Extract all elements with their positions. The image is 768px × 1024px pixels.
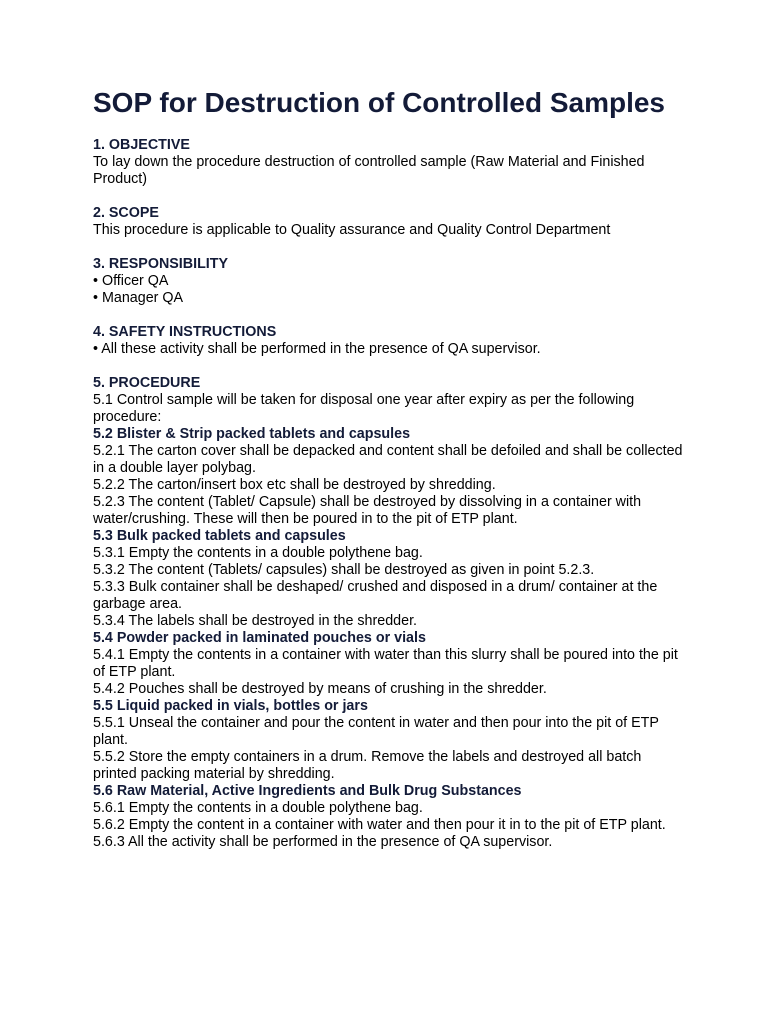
document-title: SOP for Destruction of Controlled Samples [93,87,666,118]
procedure-step: 5.3.3 Bulk container shall be deshaped/ crushed and disposed in a drum/ container at the garbage area. [93,579,658,612]
section-procedure [93,375,688,851]
sub-heading: 5.4 Powder packed in laminated pouches or vials [93,630,426,646]
section-text: To lay down the procedure destruction of controlled sample (Raw Material and Finished Product) [93,154,645,187]
procedure-step: 5.6.1 Empty the contents in a double polythene bag. [93,800,423,816]
section-heading: 2. SCOPE [93,205,159,221]
procedure-step: 5.6.3 All the activity shall be performed in the presence of QA supervisor. [93,834,553,850]
section-scope [93,205,688,239]
procedure-step: 5.5.2 Store the empty containers in a drum. Remove the labels and destroyed all batch printed packing material by shredding. [93,749,642,782]
section-heading: 3. RESPONSIBILITY [93,256,229,272]
sub-heading: 5.3 Bulk packed tablets and capsules [93,528,346,544]
section-heading: 4. SAFETY INSTRUCTIONS [93,324,277,340]
section-heading: 1. OBJECTIVE [93,137,190,153]
section-objective [93,137,688,188]
list-item: • All these activity shall be performed in the presence of QA supervisor. [93,341,541,357]
list-item: • Officer QA [93,273,169,289]
procedure-step: 5.2.3 The content (Tablet/ Capsule) shall be destroyed by dissolving in a container with water/crushing. These will then be poured in to the pit of ETP plant. [93,494,642,527]
section-safety [93,324,688,358]
procedure-step: 5.2.2 The carton/insert box etc shall be destroyed by shredding. [93,477,496,493]
procedure-step: 5.4.1 Empty the contents in a container with water than this slurry shall be poured into the pit of ETP plant. [93,647,678,680]
procedure-step: 5.3.2 The content (Tablets/ capsules) shall be destroyed as given in point 5.2.3. [93,562,595,578]
procedure-step: 5.1 Control sample will be taken for disposal one year after expiry as per the following procedure: [93,392,635,425]
procedure-step: 5.3.1 Empty the contents in a double polythene bag. [93,545,423,561]
sub-heading: 5.5 Liquid packed in vials, bottles or jars [93,698,368,714]
procedure-step: 5.3.4 The labels shall be destroyed in the shredder. [93,613,418,629]
procedure-step: 5.4.2 Pouches shall be destroyed by means of crushing in the shredder. [93,681,547,697]
procedure-step: 5.2.1 The carton cover shall be depacked and content shall be defoiled and shall be collected in a double layer polybag. [93,443,683,476]
sub-heading: 5.6 Raw Material, Active Ingredients and Bulk Drug Substances [93,783,522,799]
section-heading: 5. PROCEDURE [93,375,201,391]
list-item: • Manager QA [93,290,184,306]
sub-heading: 5.2 Blister & Strip packed tablets and capsules [93,426,411,442]
section-text: This procedure is applicable to Quality assurance and Quality Control Department [93,222,611,238]
procedure-step: 5.6.2 Empty the content in a container with water and then pour it in to the pit of ETP plant. [93,817,666,833]
section-responsibility [93,256,688,307]
procedure-step: 5.5.1 Unseal the container and pour the content in water and then pour into the pit of ETP plant. [93,715,659,748]
